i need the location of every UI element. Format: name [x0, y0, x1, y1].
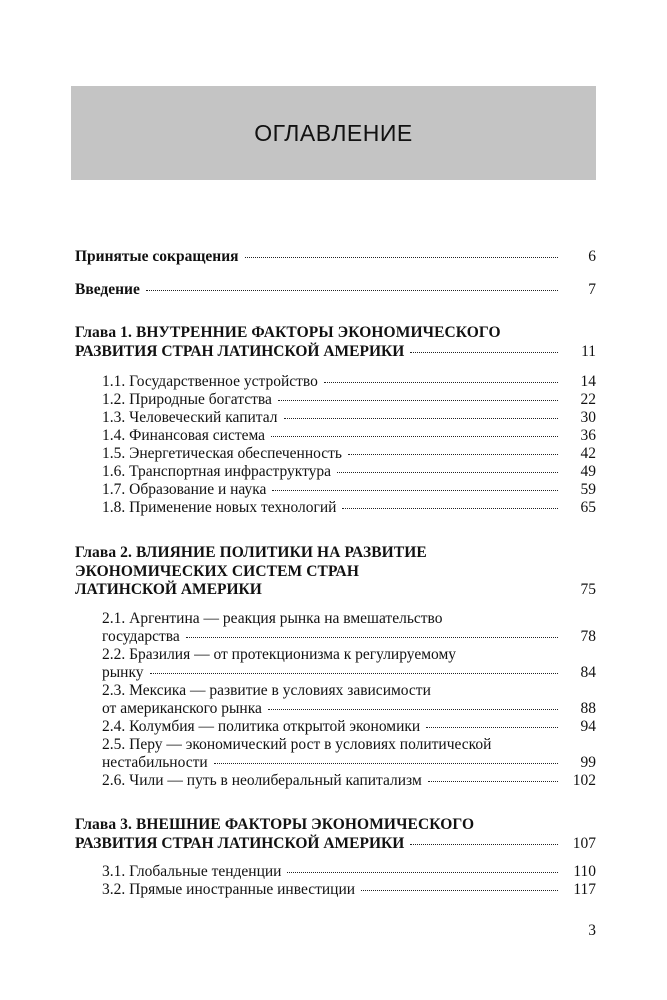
- dot-leader: [268, 709, 558, 710]
- toc-section-title: 3.1. Глобальные тенденции: [102, 863, 282, 880]
- dot-leader: [287, 872, 558, 873]
- dot-leader: [150, 673, 558, 674]
- dot-leader: [428, 781, 558, 782]
- toc-section-2-2[interactable]: [102, 664, 596, 682]
- toc-section-1-3[interactable]: [102, 409, 596, 427]
- toc-section-title: 2.6. Чили — путь в неолиберальный капитализм: [102, 772, 422, 789]
- toc-entry-page: 75: [580, 581, 596, 598]
- toc-section-page: 94: [580, 718, 596, 735]
- toc-section-page: 78: [580, 628, 596, 645]
- toc-section-2-2-line1[interactable]: 2.2. Бразилия — от протекционизма к регулируемому: [102, 646, 457, 663]
- chapter-3-heading[interactable]: [75, 835, 596, 853]
- toc-section-title: 1.1. Государственное устройство: [102, 373, 318, 390]
- chapter-2-heading-line3: ЛАТИНСКОЙ АМЕРИКИ: [75, 581, 262, 598]
- toc-section-page: 99: [580, 754, 596, 771]
- dot-leader: [186, 637, 558, 638]
- dot-leader: [361, 890, 558, 891]
- toc-section-3-1[interactable]: [102, 863, 596, 881]
- toc-section-title: 1.2. Природные богатства: [102, 391, 272, 408]
- toc-section-page: 117: [573, 881, 596, 898]
- dot-leader: [337, 472, 558, 473]
- toc-section-title: 1.8. Применение новых технологий: [102, 499, 337, 516]
- toc-section-2-5-line1[interactable]: 2.5. Перу — экономический рост в условиях политической: [102, 736, 492, 753]
- chapter-1-heading[interactable]: [75, 343, 596, 361]
- toc-section-page: 59: [580, 481, 596, 498]
- toc-section-1-7[interactable]: [102, 481, 596, 499]
- dot-leader: [271, 436, 558, 437]
- toc-section-page: 49: [580, 463, 596, 480]
- toc-section-title: от американского рынка: [102, 700, 262, 717]
- toc-section-page: 36: [580, 427, 596, 444]
- dot-leader: [410, 844, 558, 845]
- toc-section-title: государства: [102, 628, 180, 645]
- dot-leader: [410, 352, 558, 353]
- toc-section-1-8[interactable]: [102, 499, 596, 517]
- dot-leader: [245, 257, 558, 258]
- dot-leader: [426, 727, 558, 728]
- toc-section-1-4[interactable]: [102, 427, 596, 445]
- toc-section-title: нестабильности: [102, 754, 208, 771]
- toc-section-2-1-line1[interactable]: 2.1. Аргентина — реакция рынка на вмешательство: [102, 610, 443, 627]
- toc-section-title: 3.2. Прямые иностранные инвестиции: [102, 881, 356, 898]
- chapter-2-heading-line2[interactable]: ЭКОНОМИЧЕСКИХ СИСТЕМ СТРАН: [75, 563, 359, 580]
- chapter-3-heading-line1[interactable]: Глава 3. ВНЕШНИЕ ФАКТОРЫ ЭКОНОМИЧЕСКОГО: [75, 816, 475, 833]
- toc-entry-page: 7: [588, 281, 596, 298]
- dot-leader: [214, 763, 558, 764]
- toc-section-1-6[interactable]: [102, 463, 596, 481]
- toc-section-2-3-line1[interactable]: 2.3. Мексика — развитие в условиях зависимости: [102, 682, 431, 699]
- toc-title: ОГЛАВЛЕНИЕ: [254, 119, 413, 146]
- dot-leader: [342, 508, 558, 509]
- toc-section-title: 1.4. Финансовая система: [102, 427, 266, 444]
- toc-section-title: рынку: [102, 664, 144, 681]
- chapter-2-heading[interactable]: [75, 581, 596, 599]
- toc-section-page: 65: [580, 499, 596, 516]
- toc-section-page: 102: [572, 772, 596, 789]
- dot-leader: [278, 400, 558, 401]
- dot-leader: [272, 490, 558, 491]
- toc-section-page: 14: [580, 373, 596, 390]
- toc-section-2-1[interactable]: [102, 628, 596, 646]
- toc-section-title: 1.3. Человеческий капитал: [102, 409, 278, 426]
- toc-section-page: 22: [580, 391, 596, 408]
- toc-section-2-3[interactable]: [102, 700, 596, 718]
- dot-leader: [324, 382, 558, 383]
- page-number: 3: [588, 922, 596, 939]
- toc-entry-page: 6: [588, 248, 596, 265]
- toc-entry-abbreviations[interactable]: [75, 248, 596, 266]
- dot-leader: [348, 454, 558, 455]
- toc-section-2-5[interactable]: [102, 754, 596, 772]
- toc-entry-title: Введение: [75, 281, 140, 298]
- toc-section-2-4[interactable]: [102, 718, 596, 736]
- toc-section-page: 30: [580, 409, 596, 426]
- toc-section-1-2[interactable]: [102, 391, 596, 409]
- toc-entry-introduction[interactable]: [75, 281, 596, 299]
- chapter-3-heading-line2: РАЗВИТИЯ СТРАН ЛАТИНСКОЙ АМЕРИКИ: [75, 835, 405, 852]
- toc-section-title: 1.7. Образование и наука: [102, 481, 267, 498]
- chapter-2-heading-line1[interactable]: Глава 2. ВЛИЯНИЕ ПОЛИТИКИ НА РАЗВИТИЕ: [75, 544, 427, 561]
- toc-section-page: 110: [573, 863, 596, 880]
- toc-section-title: 2.4. Колумбия — политика открытой экономики: [102, 718, 421, 735]
- dot-leader: [284, 418, 559, 419]
- toc-section-page: 42: [580, 445, 596, 462]
- toc-section-page: 88: [580, 700, 596, 717]
- chapter-1-heading-line1[interactable]: Глава 1. ВНУТРЕННИЕ ФАКТОРЫ ЭКОНОМИЧЕСКОГО: [75, 324, 501, 341]
- toc-section-1-5[interactable]: [102, 445, 596, 463]
- dot-leader: [146, 290, 558, 291]
- toc-entry-page: 11: [581, 343, 596, 360]
- toc-entry-page: 107: [572, 835, 596, 852]
- toc-section-page: 84: [580, 664, 596, 681]
- toc-section-title: 1.6. Транспортная инфраструктура: [102, 463, 332, 480]
- chapter-1-heading-line2: РАЗВИТИЯ СТРАН ЛАТИНСКОЙ АМЕРИКИ: [75, 343, 405, 360]
- toc-section-2-6[interactable]: [102, 772, 596, 790]
- toc-section-3-2[interactable]: [102, 881, 596, 899]
- toc-entry-title: Принятые сокращения: [75, 248, 239, 265]
- toc-section-title: 1.5. Энергетическая обеспеченность: [102, 445, 342, 462]
- toc-section-1-1[interactable]: [102, 373, 596, 391]
